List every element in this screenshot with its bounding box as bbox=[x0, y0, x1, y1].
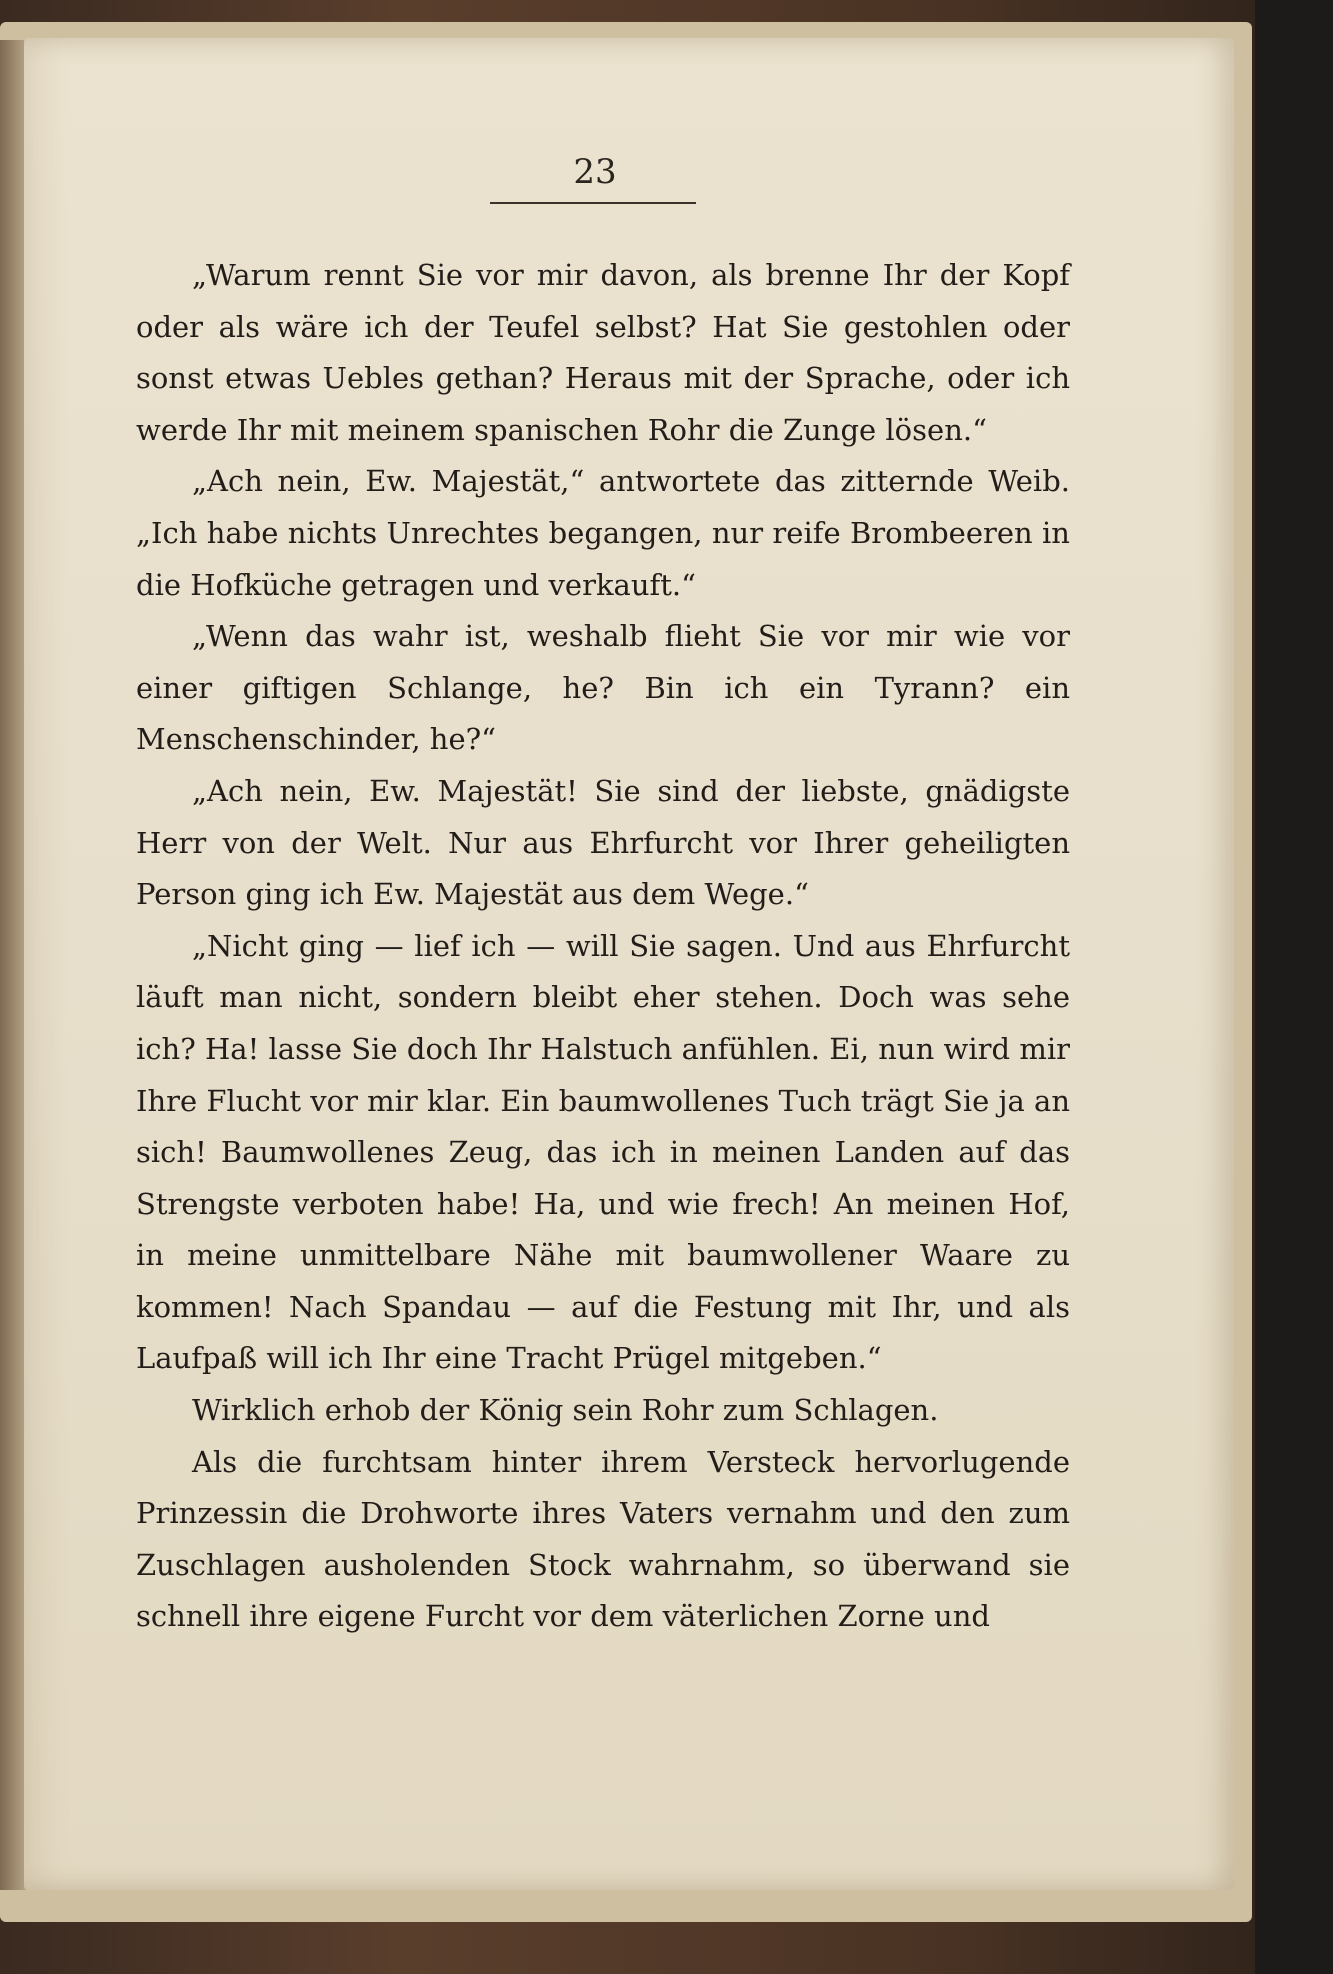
header-rule bbox=[490, 202, 696, 204]
paragraph-4: „Ach nein, Ew. Majestät! Sie sind der liebste, gnädigste Herr von der Welt. Nur aus Ehrfurcht vor Ihrer geheiligten Person ging ich Ew. Majestät aus dem Wege.“ bbox=[136, 773, 1070, 912]
paragraph-2: „Ach nein, Ew. Majestät,“ antwortete das zitternde Weib. „Ich habe nichts Unrechtes begangen, nur reife Brombeeren in die Hofküche getragen und verkauft.“ bbox=[136, 464, 1070, 602]
page-number: 23 bbox=[573, 152, 617, 192]
paragraph-6: Wirklich erhob der König sein Rohr zum Schlagen. bbox=[192, 1393, 939, 1428]
dark-background bbox=[1255, 0, 1333, 1974]
paragraph-7: Als die furchtsam hinter ihrem Versteck hervorlugende Prinzessin die Drohworte ihres Vaters vernahm und den zum Zuschlagen ausholenden Stock wahrnahm, so überwand sie schnell ihre eigene Furcht vor dem väterlichen Zorne und bbox=[136, 1444, 1070, 1634]
paragraph-1: „Warum rennt Sie vor mir davon, als brenne Ihr der Kopf oder als wäre ich der Teufel selbst? Hat Sie gestohlen oder sonst etwas Uebles gethan? Heraus mit der Sprache, oder ich werde Ihr mit meinem spanischen Rohr die Zunge lösen.“ bbox=[136, 258, 1070, 447]
body-text bbox=[136, 250, 1070, 1643]
paragraph-5: „Nicht ging — lief ich — will Sie sagen. Und aus Ehrfurcht läuft man nicht, sondern bleibt eher stehen. Doch was sehe ich? Ha! lasse Sie doch Ihr Halstuch anfühlen. Ei, nun wird mir Ihre Flucht vor mir klar. Ein baumwollenes Tuch trägt Sie ja an sich! Baumwollenes Zeug, das ich in meinen Landen auf das Strengste verboten habe! Ha, und wie frech! An meinen Hof, in meine unmittelbare Nähe mit baumwollener Waare zu kommen! Nach Spandau — auf die Festung mit Ihr, und als Laufpaß will ich Ihr eine Tracht Prügel mitgeben.“ bbox=[136, 928, 1070, 1376]
left-page-edge bbox=[0, 40, 26, 1890]
paragraph-3: „Wenn das wahr ist, weshalb flieht Sie vor mir wie vor einer giftigen Schlange, he? Bin ich ein Tyrann? ein Menschenschinder, he?“ bbox=[136, 619, 1070, 757]
